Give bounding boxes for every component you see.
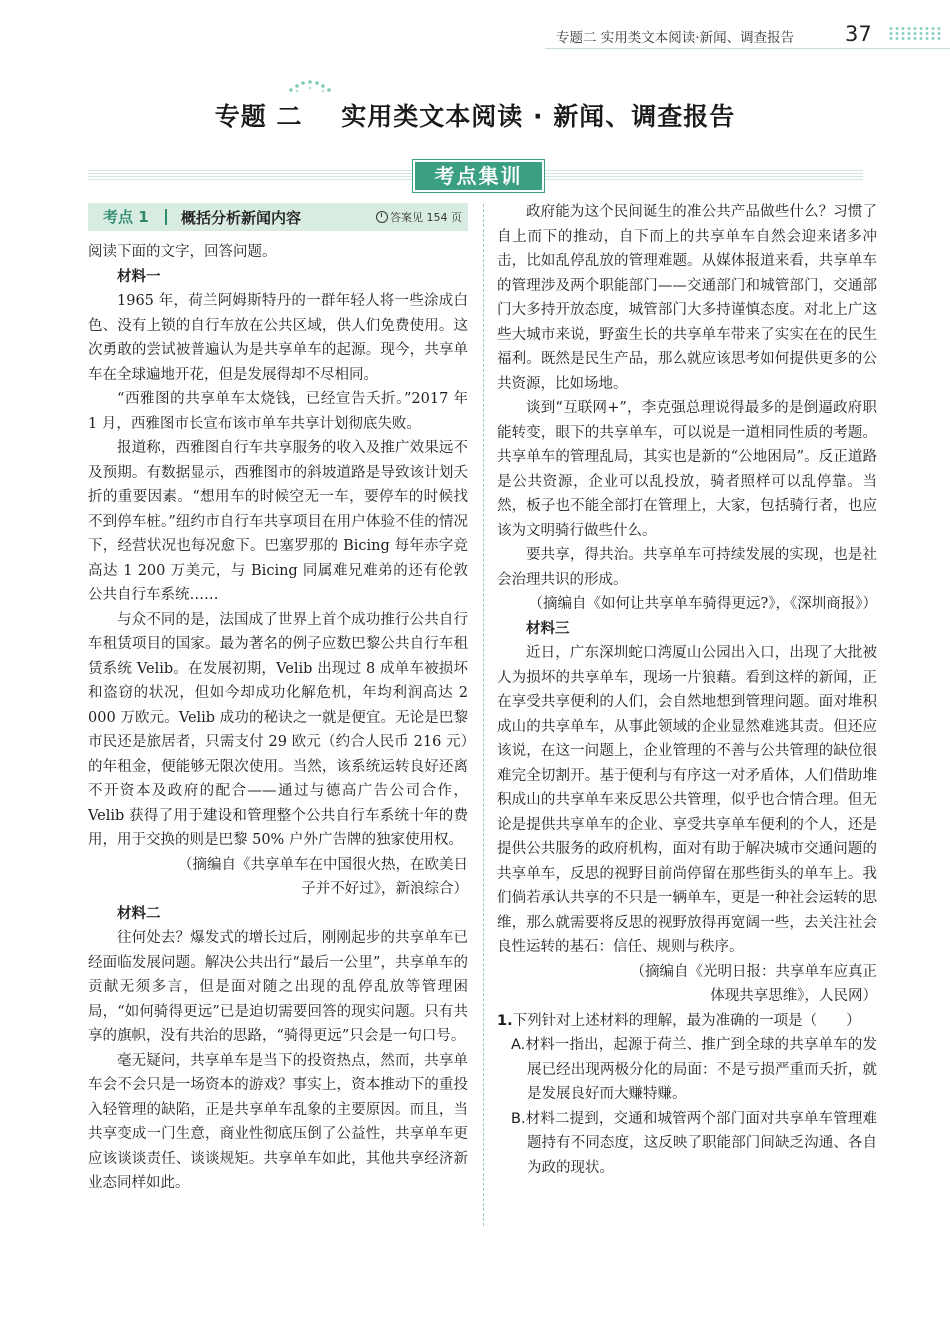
page-number: 37 <box>845 22 872 46</box>
paragraph: “西雅图的共享单车太烧钱，已经宣告夭折。”2017 年 1 月，西雅图市长宣布该市单车共享计划彻底失败。 <box>88 391 468 432</box>
paragraph: 毫无疑问，共享单车是当下的投资热点，然而，共享单车会不会只是一场资本的游戏？事实上，资本推动下的重投入轻管理的缺陷，正是共享单车乱象的主要原因。而且，当共享变成一门生意，商业性彻底压倒了公益性，共享单车更应该谈谈责任、谈谈规矩。共享单车如此，其他共享经济新业态同样如此。 <box>88 1052 468 1191</box>
point-separator <box>165 209 167 225</box>
option-a[interactable]: A.材料一指出，起源于荷兰、推广到全球的共享单车的发展已经出现两极分化的局面：不是亏损严重而夭折，就是发展良好而大赚特赚。 <box>511 1037 877 1102</box>
decorative-dots-icon <box>888 26 942 42</box>
banner-stripes-right <box>540 170 863 181</box>
material-3-label: 材料三 <box>526 619 570 637</box>
question-text: 下列针对上述材料的理解，最为准确的一项是（ ） <box>512 1012 861 1029</box>
paragraph: 与众不同的是，法国成了世界上首个成功推行公共自行车租赁项目的国家。最为著名的例子应数巴黎公共自行车租赁系统 Velib。在发展初期，Velib 出现过 8 成单车被损坏和盗窃的状况，但如今却成功化解危机，年均利润高达 2 000 万欧元。Velib 成功的秘诀之一就是便宜。无论是巴黎市民还是旅居者，只需支付 29 欧元（约合人民币 216 元）的年租金，便能够无限次使用。当然，该系统运转良好还离不开资本及政府的配合——通过与德高广告公司合作，Velib 获得了用于建设和管理整个公共自行车系统十年的费用，用于交换的则是巴黎 50% 户外广告牌的独家使用权。 <box>88 611 468 848</box>
paragraph: 谈到“互联网+”，李克强总理说得最多的是倒逼政府职能转变，眼下的共享单车，可以说是一道相同性质的考题。共享单车的管理乱局，其实也是新的“公地困局”。反正道路是公共资源，企业可以乱投放，骑者照样可以乱停靠。当然，板子也不能全部打在管理上，大家，包括骑行者，也应该为文明骑行做些什么。 <box>497 400 877 539</box>
answer-reference <box>376 209 462 225</box>
point-label: 考点 1 <box>103 208 149 226</box>
paragraph: 报道称，西雅图自行车共享服务的收入及推广效果远不及预期。有数据显示，西雅图市的斜坡道路是导致该计划夭折的重要因素。“想用车的时候空无一车，要停车的时候找不到停车桩。”纽约市自行车共享项目在用户体验不佳的情况下，经营状况也每况愈下。巴塞罗那的 Bicing 每年赤字竞高达 1 200 万美元，与 Bicing 同属难兄难弟的还有伦敦公共自行车系统…… <box>88 440 468 603</box>
banner-stripes-left <box>88 170 413 181</box>
column-divider <box>483 204 484 1226</box>
section-banner: 考点集训 <box>413 160 544 192</box>
right-column <box>497 200 877 1180</box>
left-column <box>88 240 468 1196</box>
paragraph: 政府能为这个民间诞生的准公共产品做些什么？习惯了自上而下的推动，自下而上的共享单车自然会迎来诸多冲击，比如乱停乱放的管理难题。从媒体报道来看，共享单车的管理涉及两个职能部门——交通部门和城管部门，交通部门大多持开放态度，城管部门大多持谨慎态度。对北上广这些大城市来说，野蛮生长的共享单车带来了实实在在的民生福利。既然是民生产品，那么就应该思考如何提供更多的公共资源，比如场地。 <box>497 204 877 392</box>
material-2-label: 材料二 <box>117 904 161 922</box>
material-1-label: 材料一 <box>117 267 161 285</box>
clock-icon <box>376 211 388 223</box>
point-title: 概括分析新闻内容 <box>181 209 302 227</box>
source-citation: （摘编自《光明日报：共享单车应真正体现共享思维》，人民网） <box>630 963 877 1004</box>
option-b[interactable]: B.材料二提到，交通和城管两个部门面对共享单车管理难题持有不同态度，这反映了职能部门间缺乏沟通、各自为政的现状。 <box>511 1110 877 1176</box>
chapter-title: 专题 二 实用类文本阅读 · 新闻、调查报告 <box>214 102 736 131</box>
source-citation: （摘编自《如何让共享单车骑得更远?》，《深圳商报》） <box>528 596 877 612</box>
source-citation: （摘编自《共享单车在中国很火热，在欧美日子并不好过》，新浪综合） <box>178 856 468 897</box>
paragraph: 近日，广东深圳蛇口湾厦山公园出入口，出现了大批被人为损坏的共享单车，现场一片狼藉。看到这样的新闻，正在享受共享便利的人们，会自然地想到管理问题。面对堆积成山的共享单车，从事此领域的企业显然难逃其责。但还应该说，在这一问题上，企业管理的不善与公共管理的缺位很难完全切割开。基于便利与有序这一对矛盾体，人们借助堆积成山的共享单车来反思公共管理，似乎也合情合理。但无论是提供共享单车的企业、享受共享单车便利的个人，还是提供公共服务的政府机构，面对有助于解决城市交通问题的共享单车，反思的视野目前尚停留在那些街头的单车上。我们倘若承认共享的不只是一辆单车，更是一种社会运转的思维，那么就需要将反思的视野放得再宽阔一些，去关注社会良性运转的基石：信任、规则与秩序。 <box>497 645 877 955</box>
question-number: 1. <box>497 1012 513 1029</box>
paragraph: 1965 年，荷兰阿姆斯特丹的一群年轻人将一些涂成白色、没有上锁的自行车放在公共区域，供人们免费使用。这次勇敢的尝试被普遍认为是共享单车的起源。现今，共享单车在全球遍地开花，但是发展得却不尽相同。 <box>88 293 468 383</box>
header-rule <box>545 48 950 49</box>
paragraph: 要共享，得共治。共享单车可持续发展的实现，也是社会治理共识的形成。 <box>497 547 877 588</box>
question-1-stem <box>497 1009 877 1034</box>
instruction: 阅读下面的文字，回答问题。 <box>88 244 277 260</box>
running-header: 专题二 实用类文本阅读·新闻、调查报告 <box>556 30 795 46</box>
answer-reference-text: 答案见 154 页 <box>390 211 462 224</box>
paragraph: 往何处去？爆发式的增长过后，刚刚起步的共享单车已经面临发展问题。解决公共出行“最后一公里”，共享单车的贡献无须多言，但是面对随之出现的乱停乱放等管理困局，“如何骑得更远”已是迫切需要回答的现实问题。只有共享的旗帜，没有共治的思路，“骑得更远”只会是一句口号。 <box>88 930 468 1044</box>
title-arc-dots-icon <box>286 79 336 93</box>
